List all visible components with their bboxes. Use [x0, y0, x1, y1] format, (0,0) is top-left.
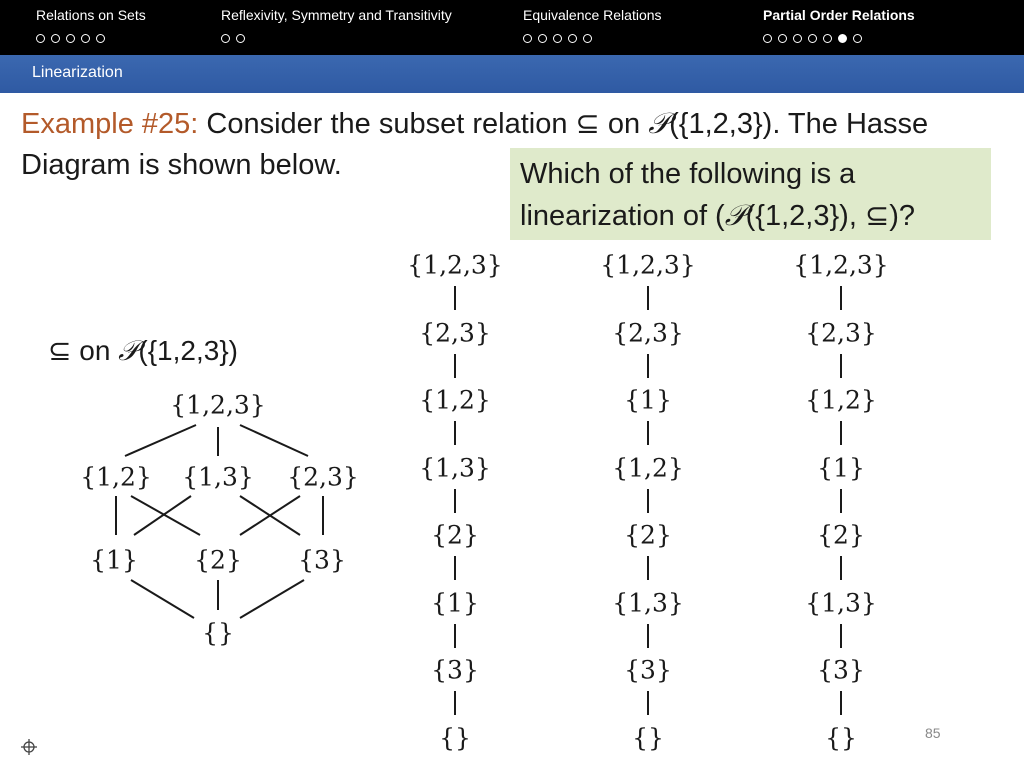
linearization-node: {1,3} — [419, 453, 491, 482]
power-set-symbol: 𝒫 — [648, 106, 670, 140]
nav-section-relations-on-sets[interactable] — [36, 7, 146, 40]
slide-dot[interactable] — [538, 34, 547, 43]
power-set-symbol: 𝒫 — [118, 334, 139, 367]
hasse-title-before: ⊆ on — [48, 335, 119, 366]
slide-dot[interactable] — [583, 34, 592, 43]
section-navigation-bar — [0, 0, 1024, 55]
power-set-symbol: 𝒫 — [724, 198, 746, 232]
hasse-node: {1,2} — [80, 462, 152, 492]
linearization-edge — [840, 691, 842, 715]
page-number: 85 — [925, 725, 941, 741]
linearization-edge — [647, 691, 649, 715]
linearization-edge — [454, 556, 456, 580]
linearization-edge — [454, 286, 456, 310]
slide-dot[interactable] — [838, 34, 847, 43]
hasse-node: {1} — [90, 545, 138, 575]
linearization-node: {} — [825, 723, 857, 752]
nav-slide-dots — [763, 28, 915, 40]
linearization-node: {1} — [431, 588, 479, 617]
edge-12-2 — [131, 496, 200, 535]
slide-dot[interactable] — [51, 34, 60, 43]
slide-dot[interactable] — [523, 34, 532, 43]
question-text-before: linearization of ( — [520, 200, 725, 232]
question-text-after: ({1,2,3}), ⊆)? — [745, 200, 916, 232]
linearization-edge — [454, 624, 456, 648]
nav-slide-dots — [523, 28, 662, 40]
linearization-node: {} — [632, 723, 664, 752]
subsection-bar — [0, 55, 1024, 93]
example-text-before: Consider the subset relation ⊆ on — [198, 108, 649, 140]
example-label: Example #25: — [21, 108, 199, 140]
edge-123-23 — [240, 425, 308, 456]
nav-section-title[interactable]: Reflexivity, Symmetry and Transitivity — [221, 7, 452, 23]
edge-13-1 — [134, 496, 191, 535]
slide-dot[interactable] — [808, 34, 817, 43]
linearization-node: {3} — [624, 655, 672, 685]
linearization-edge — [647, 489, 649, 513]
slide-dot[interactable] — [568, 34, 577, 43]
question-line-1: Which of the following is a — [520, 158, 856, 190]
nav-section-title[interactable]: Partial Order Relations — [763, 7, 915, 23]
linearization-edge — [647, 286, 649, 310]
linearization-edge — [647, 556, 649, 580]
linearization-edge — [647, 354, 649, 378]
linearization-node: {3} — [817, 655, 865, 685]
slide-dot[interactable] — [763, 34, 772, 43]
linearization-node: {1,3} — [805, 588, 877, 617]
linearization-edge — [454, 489, 456, 513]
slide-dot[interactable] — [221, 34, 230, 43]
linearization-node: {1,3} — [612, 588, 684, 617]
nav-section-equivalence-relations[interactable] — [523, 7, 662, 40]
linearization-edge — [454, 421, 456, 445]
linearization-node: {2} — [431, 520, 479, 550]
linearization-node: {3} — [431, 655, 479, 685]
subsection-title[interactable]: Linearization — [32, 64, 123, 81]
crosshair-navigation-icon[interactable] — [20, 738, 38, 756]
hasse-title-after: ({1,2,3}) — [138, 335, 239, 366]
linearization-node: {2} — [624, 520, 672, 550]
nav-section-title[interactable]: Relations on Sets — [36, 7, 146, 23]
linearization-edge — [454, 354, 456, 378]
linearization-node: {1,2,3} — [600, 250, 696, 280]
edge-123-12 — [125, 425, 196, 456]
slide-dot[interactable] — [96, 34, 105, 43]
linearization-node: {2,3} — [419, 318, 491, 347]
linearization-edge — [840, 556, 842, 580]
linearization-node: {1} — [817, 453, 865, 482]
linearization-node: {1,2} — [805, 385, 877, 415]
edge-13-3 — [240, 496, 300, 535]
example-text-after: ({1,2,3}). The Hasse Diagram is shown below. — [21, 108, 929, 181]
slide-dot[interactable] — [778, 34, 787, 43]
edge-23-2 — [240, 496, 300, 535]
nav-slide-dots — [36, 28, 146, 40]
linearization-edge — [840, 489, 842, 513]
hasse-node: {} — [202, 618, 234, 648]
slide-dot[interactable] — [853, 34, 862, 43]
linearization-edge — [840, 624, 842, 648]
linearization-edge — [840, 286, 842, 310]
linearization-edge — [840, 421, 842, 445]
linearization-edge — [454, 691, 456, 715]
hasse-node: {1,2,3} — [170, 390, 266, 420]
slide-dot[interactable] — [823, 34, 832, 43]
linearization-node: {} — [439, 723, 471, 752]
edge-3-empty — [240, 580, 304, 618]
slide-dot[interactable] — [66, 34, 75, 43]
linearization-node: {1,2} — [419, 385, 491, 415]
linearization-edge — [647, 624, 649, 648]
slide-dot[interactable] — [553, 34, 562, 43]
linearization-node: {1,2} — [612, 453, 684, 482]
linearization-node: {2,3} — [805, 318, 877, 347]
hasse-diagram-title — [48, 334, 238, 368]
linearization-node: {1,2,3} — [407, 250, 503, 280]
linearization-edge — [840, 354, 842, 378]
slide-dot[interactable] — [36, 34, 45, 43]
linearization-node: {2} — [817, 520, 865, 550]
question-box — [510, 148, 991, 240]
edge-1-empty — [131, 580, 194, 618]
hasse-node: {1,3} — [182, 462, 254, 492]
slide-dot[interactable] — [236, 34, 245, 43]
linearization-edge — [647, 421, 649, 445]
linearization-node: {1,2,3} — [793, 250, 889, 280]
question-line-2 — [520, 195, 981, 237]
hasse-node: {3} — [298, 545, 346, 575]
nav-section-partial-order-relations[interactable] — [763, 7, 915, 40]
hasse-node: {2} — [194, 545, 242, 575]
nav-slide-dots — [221, 28, 452, 40]
linearization-node: {2,3} — [612, 318, 684, 347]
nav-section-title[interactable]: Equivalence Relations — [523, 7, 662, 23]
linearization-node: {1} — [624, 385, 672, 415]
slide-dot[interactable] — [793, 34, 802, 43]
nav-section-reflexivity[interactable] — [221, 7, 452, 40]
hasse-node: {2,3} — [287, 462, 359, 492]
slide-dot[interactable] — [81, 34, 90, 43]
